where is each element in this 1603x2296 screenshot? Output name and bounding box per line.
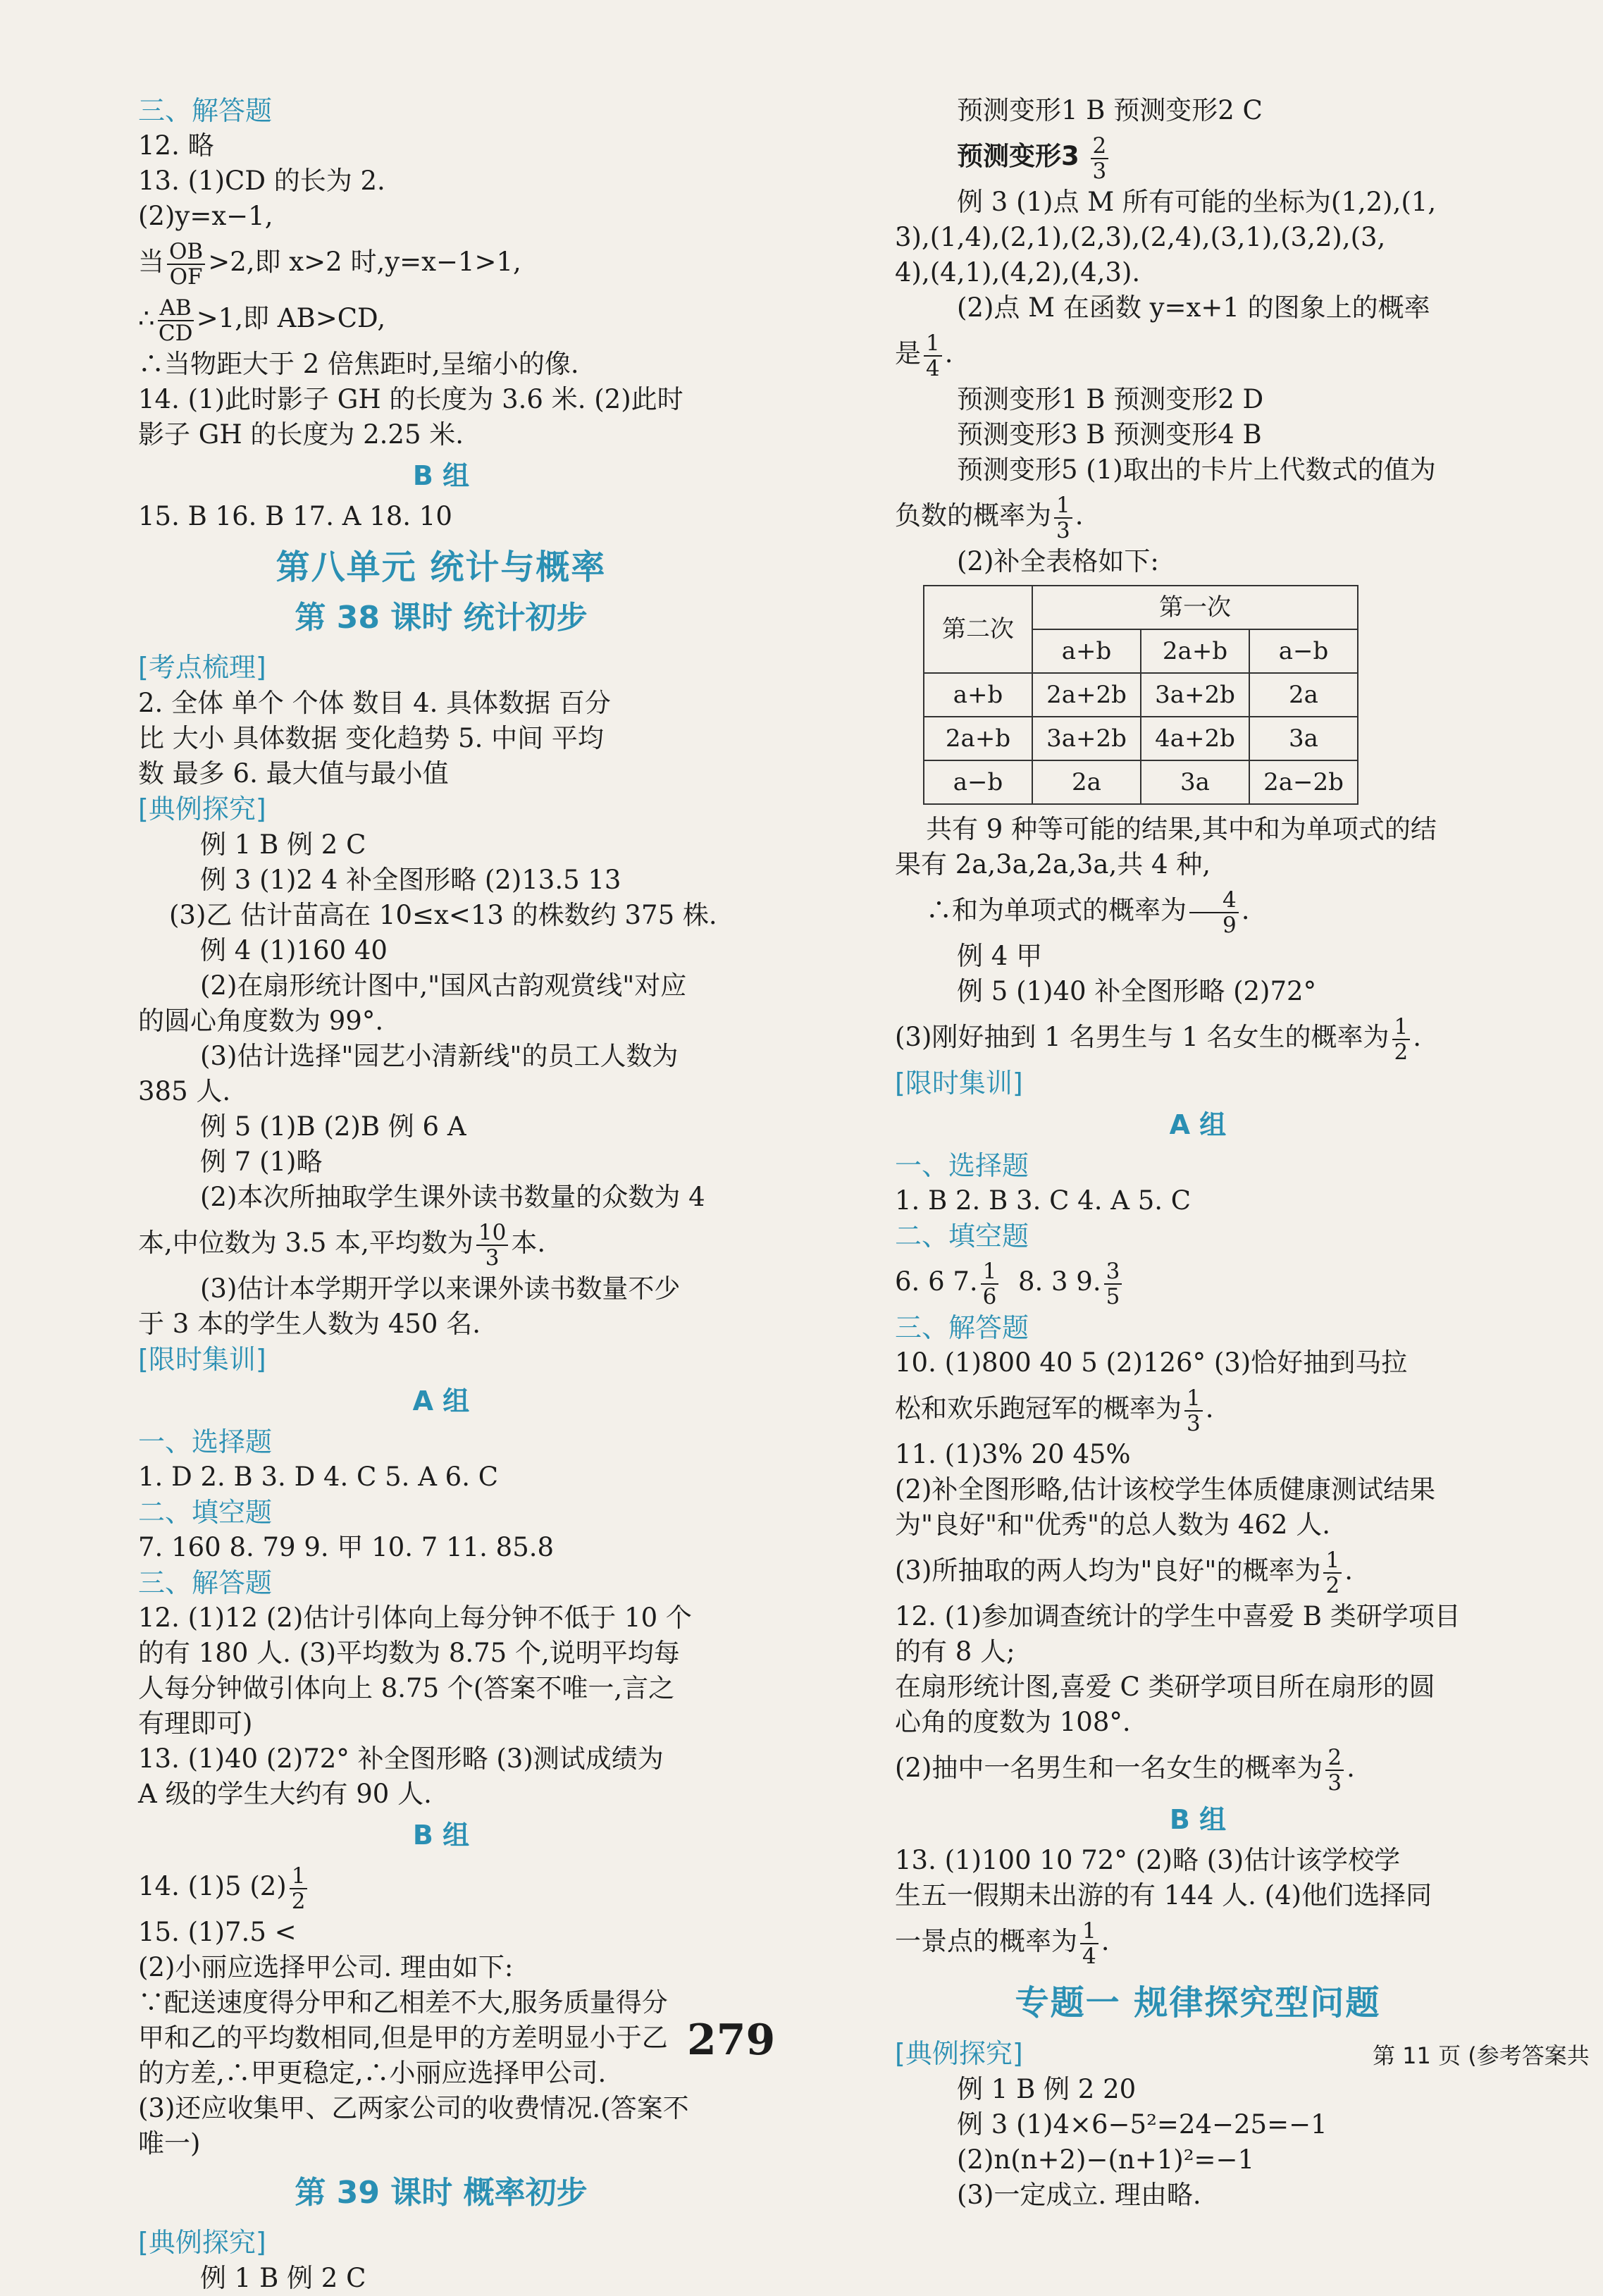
answer-line: (2)在扇形统计图中,"国风古韵观赏线"对应	[200, 970, 687, 1001]
answer-line: 预测变形1 B 预测变形2 C	[957, 95, 1263, 125]
fraction: $\frac{4}{9}$	[1189, 888, 1239, 937]
table-cell: 2a−2b	[1249, 760, 1358, 804]
answer-line: 的有 8 人;	[895, 1636, 1015, 1667]
answer-line: 为"良好"和"优秀"的总人数为 462 人.	[895, 1510, 1330, 1540]
answer-line: 3),(1,4),(2,1),(2,3),(2,4),(3,1),(3,2),(3,	[895, 222, 1386, 252]
answer-line: (3)一定成立. 理由略.	[957, 2180, 1201, 2210]
section-tag: [限时集训]	[895, 1068, 1023, 1099]
section-tag: [考点梳理]	[138, 652, 266, 683]
fraction: $\frac{1}{3}$	[1054, 493, 1072, 543]
answer-line: 例 3 (1)2 4 补全图形略 (2)13.5 13	[200, 865, 621, 895]
fraction: $\frac{1}{4}$	[1080, 1919, 1098, 1968]
unit-title: 第八单元 统计与概率	[276, 548, 607, 587]
page-number: 279	[687, 2016, 776, 2065]
answer-line: 例 3 (1)点 M 所有可能的坐标为(1,2),(1,	[957, 187, 1437, 217]
answer-line: 6. 6 7. $\frac{1}{6}$ 8. 3 9. $\frac{3}{5}$	[895, 1254, 1501, 1310]
answer-line: ∴当物距大于 2 倍焦距时,呈缩小的像.	[138, 349, 579, 379]
answer-line: 影子 GH 的长度为 2.25 米.	[138, 419, 464, 450]
answer-line: 生五一假期未出游的有 144 人. (4)他们选择同	[895, 1880, 1432, 1911]
row-header: 2a+b	[924, 717, 1032, 760]
table-row	[924, 673, 1358, 717]
answer-line: 12. (1)12 (2)估计引体向上每分钟不低于 10 个	[138, 1603, 692, 1633]
answer-line: 共有 9 种等可能的结果,其中和为单项式的结	[926, 814, 1437, 844]
table-cell: 3a	[1141, 760, 1249, 804]
page-info: 第 11 页 (参考答案共	[1373, 2042, 1590, 2069]
answer-line: 例 5 (1)40 补全图形略 (2)72°	[957, 976, 1317, 1006]
answer-line: 例 1 B 例 2 C	[200, 2263, 366, 2293]
answer-line: 的有 180 人. (3)平均数为 8.75 个,说明平均每	[138, 1638, 680, 1668]
answer-line: 数 最多 6. 最大值与最小值	[138, 758, 449, 789]
answer-line: 13. (1)100 10 72° (2)略 (3)估计该学校学	[895, 1845, 1401, 1875]
answer-line: (2)n(n+2)−(n+1)²=−1	[957, 2144, 1255, 2175]
table-cell: 2a	[1032, 760, 1141, 804]
fraction: $\frac{10}{3}$	[476, 1221, 508, 1270]
table-corner: 第二次	[924, 586, 1032, 673]
section-tag: [典例探究]	[138, 2227, 266, 2258]
answer-line: ∴和为单项式的概率为 $\frac{4}{9}$ .	[926, 887, 1250, 938]
fraction: $\frac{AB}{CD}$	[158, 295, 193, 346]
fraction: $\frac{3}{5}$	[1104, 1259, 1122, 1309]
col-header: a+b	[1032, 629, 1141, 673]
answer-line: (3)所抽取的两人均为"良好"的概率为 $\frac{1}{2}$ .	[895, 1547, 1353, 1598]
fraction: $\frac{1}{6}$	[981, 1259, 999, 1309]
table-cell: 4a+2b	[1141, 717, 1249, 760]
answer-line: 15. (1)7.5 <	[138, 1917, 297, 1947]
row-header: a−b	[924, 760, 1032, 804]
answer-line: 7. 160 8. 79 9. 甲 10. 7 11. 85.8	[138, 1532, 555, 1562]
answer-line: 12. (1)参加调查统计的学生中喜爱 B 类研学项目	[895, 1601, 1461, 1631]
answer-line: (2)补全图形略,估计该校学生体质健康测试结果	[895, 1474, 1436, 1505]
answer-line: ∴ $\frac{AB}{CD}$ >1,即 AB>CD,	[138, 295, 386, 346]
answer-line: 例 3 (1)4×6−5²=24−25=−1	[957, 2109, 1327, 2140]
topic-title: 专题一 规律探究型问题	[1015, 1983, 1381, 2023]
answer-line: (3)还应收集甲、乙两家公司的收费情况.(答案不	[138, 2093, 689, 2123]
answer-line: 果有 2a,3a,2a,3a,共 4 种,	[895, 849, 1211, 879]
table-cell: 3a	[1249, 717, 1358, 760]
section-heading: 一、选择题	[895, 1150, 1029, 1181]
answer-line: 例 4 甲	[957, 941, 1043, 971]
table-cell: 2a	[1249, 673, 1358, 717]
group-heading: A 组	[1169, 1109, 1227, 1140]
answer-line: 385 人.	[138, 1076, 231, 1106]
answer-line: (3)估计选择"园艺小清新线"的员工人数为	[200, 1041, 679, 1071]
section-tag: [限时集训]	[138, 1344, 266, 1375]
fraction: $\frac{1}{2}$	[1392, 1015, 1411, 1064]
answer-line: 于 3 本的学生人数为 450 名.	[138, 1309, 481, 1339]
fraction: $\frac{2}{3}$	[1325, 1746, 1344, 1795]
answer-line: 有理即可)	[138, 1708, 253, 1739]
answer-line: 10. (1)800 40 5 (2)126° (3)恰好抽到马拉	[895, 1347, 1408, 1378]
fraction: $\frac{1}{4}$	[924, 331, 942, 381]
answer-line: (2)补全表格如下:	[957, 546, 1159, 576]
answer-line: 例 4 (1)160 40	[200, 935, 388, 965]
answer-line: 1. D 2. B 3. D 4. C 5. A 6. C	[138, 1462, 499, 1492]
answer-line: 人每分钟做引体向上 8.75 个(答案不唯一,言之	[138, 1673, 675, 1703]
answer-line: (2)抽中一名男生和一名女生的概率为 $\frac{2}{3}$ .	[895, 1744, 1355, 1796]
fraction: $\frac{1}{2}$	[290, 1864, 308, 1913]
answer-line: 14. (1)5 (2) $\frac{1}{2}$	[138, 1858, 744, 1915]
answer-line: 13. (1)CD 的长为 2.	[138, 166, 385, 196]
answer-line: (3)乙 估计苗高在 10≤x<13 的株数约 375 株.	[169, 900, 717, 930]
answer-line: 13. (1)40 (2)72° 补全图形略 (3)测试成绩为	[138, 1743, 664, 1774]
answer-line: (2)点 M 在函数 y=x+1 的图象上的概率	[957, 292, 1430, 323]
section-heading: 三、解答题	[138, 95, 273, 126]
answer-line: 的圆心角度数为 99°.	[138, 1006, 384, 1036]
table-cell: 3a+2b	[1141, 673, 1249, 717]
left-column	[138, 93, 744, 2296]
answer-line: 例 7 (1)略	[200, 1147, 323, 1177]
answer-line: 当 $\frac{OB}{OF}$ >2,即 x>2 时,y=x−1>1,	[138, 238, 521, 290]
group-heading: B 组	[1169, 1804, 1227, 1835]
answer-line: 预测变形5 (1)取出的卡片上代数式的值为	[957, 455, 1436, 485]
fraction: $\frac{2}{3}$	[1091, 134, 1109, 183]
answer-line: 15. B 16. B 17. A 18. 10	[138, 501, 452, 531]
answer-line: (3)刚好抽到 1 名男生与 1 名女生的概率为 $\frac{1}{2}$ .	[895, 1013, 1422, 1065]
group-heading: B 组	[412, 1820, 470, 1851]
right-column	[895, 93, 1501, 2213]
table-cell: 2a+2b	[1032, 673, 1141, 717]
answer-line: 本,中位数为 3.5 本,平均数为 $\frac{10}{3}$ 本.	[138, 1219, 546, 1271]
table-row	[924, 760, 1358, 804]
answer-line: A 级的学生大约有 90 人.	[138, 1779, 432, 1809]
answer-line: ∵配送速度得分甲和乙相差不大,服务质量得分	[138, 1987, 668, 2018]
section-tag: [典例探究]	[895, 2038, 1023, 2069]
section-heading: 三、解答题	[895, 1312, 1029, 1343]
group-heading: B 组	[412, 460, 470, 491]
col-header: a−b	[1249, 629, 1358, 673]
answer-line: (2)小丽应选择甲公司. 理由如下:	[138, 1952, 514, 1982]
answer-line: 比 大小 具体数据 变化趋势 5. 中间 平均	[138, 723, 604, 753]
row-header: a+b	[924, 673, 1032, 717]
answer-line: 2. 全体 单个 个体 数目 4. 具体数据 百分	[138, 688, 611, 718]
section-tag: [典例探究]	[138, 794, 266, 825]
answer-line: 例 5 (1)B (2)B 例 6 A	[200, 1111, 466, 1142]
answer-line: 一景点的概率为 $\frac{1}{4}$ .	[895, 1918, 1110, 1969]
section-heading: 三、解答题	[138, 1567, 273, 1598]
outcome-table	[923, 585, 1358, 805]
section-heading: 二、填空题	[895, 1221, 1029, 1252]
section-heading: 二、填空题	[138, 1497, 273, 1528]
answer-line: 的方差,∴甲更稳定,∴小丽应选择甲公司.	[138, 2058, 607, 2088]
table-row	[924, 717, 1358, 760]
answer-line: 14. (1)此时影子 GH 的长度为 3.6 米. (2)此时	[138, 384, 683, 414]
answer-line: (2)本次所抽取学生课外读书数量的众数为 4	[200, 1182, 705, 1212]
answer-line: 负数的概率为 $\frac{1}{3}$ .	[895, 492, 1084, 543]
answer-line: 心角的度数为 108°.	[895, 1707, 1131, 1737]
table-top-header: 第一次	[1032, 586, 1358, 629]
fraction: $\frac{1}{2}$	[1323, 1548, 1342, 1598]
lesson-title: 第 39 课时 概率初步	[295, 2175, 588, 2211]
answer-line: 1. B 2. B 3. C 4. A 5. C	[895, 1185, 1192, 1216]
answer-line: 唯一)	[138, 2128, 201, 2159]
group-heading: A 组	[412, 1385, 470, 1417]
answer-line: (3)估计本学期开学以来课外读书数量不少	[200, 1273, 681, 1304]
section-heading: 一、选择题	[138, 1426, 273, 1457]
answer-line: 松和欢乐跑冠军的概率为 $\frac{1}{3}$ .	[895, 1385, 1214, 1436]
answer-line: 是 $\frac{1}{4}$ .	[895, 330, 953, 381]
table-cell: 3a+2b	[1032, 717, 1141, 760]
answer-line: 在扇形统计图,喜爱 C 类研学项目所在扇形的圆	[895, 1672, 1435, 1702]
lesson-title: 第 38 课时 统计初步	[295, 600, 588, 636]
answer-line: 4),(4,1),(4,2),(4,3).	[895, 257, 1141, 288]
answer-line: 例 1 B 例 2 C	[200, 829, 366, 860]
answer-line: 11. (1)3% 20 45%	[895, 1439, 1131, 1469]
answer-line: 预测变形3 B 预测变形4 B	[957, 419, 1262, 450]
answer-line: (2)y=x−1,	[138, 201, 273, 231]
answer-line: 预测变形3 $\frac{2}{3}$	[895, 128, 1501, 185]
answer-line: 例 1 B 例 2 20	[957, 2074, 1137, 2104]
answer-line: 甲和乙的平均数相同,但是甲的方差明显小于乙	[138, 2023, 668, 2053]
answer-line: 12. 略	[138, 130, 214, 161]
fraction: $\frac{1}{3}$	[1184, 1386, 1203, 1436]
col-header: 2a+b	[1141, 629, 1249, 673]
fraction: $\frac{OB}{OF}$	[167, 240, 205, 289]
answer-line: 预测变形1 B 预测变形2 D	[957, 384, 1264, 414]
